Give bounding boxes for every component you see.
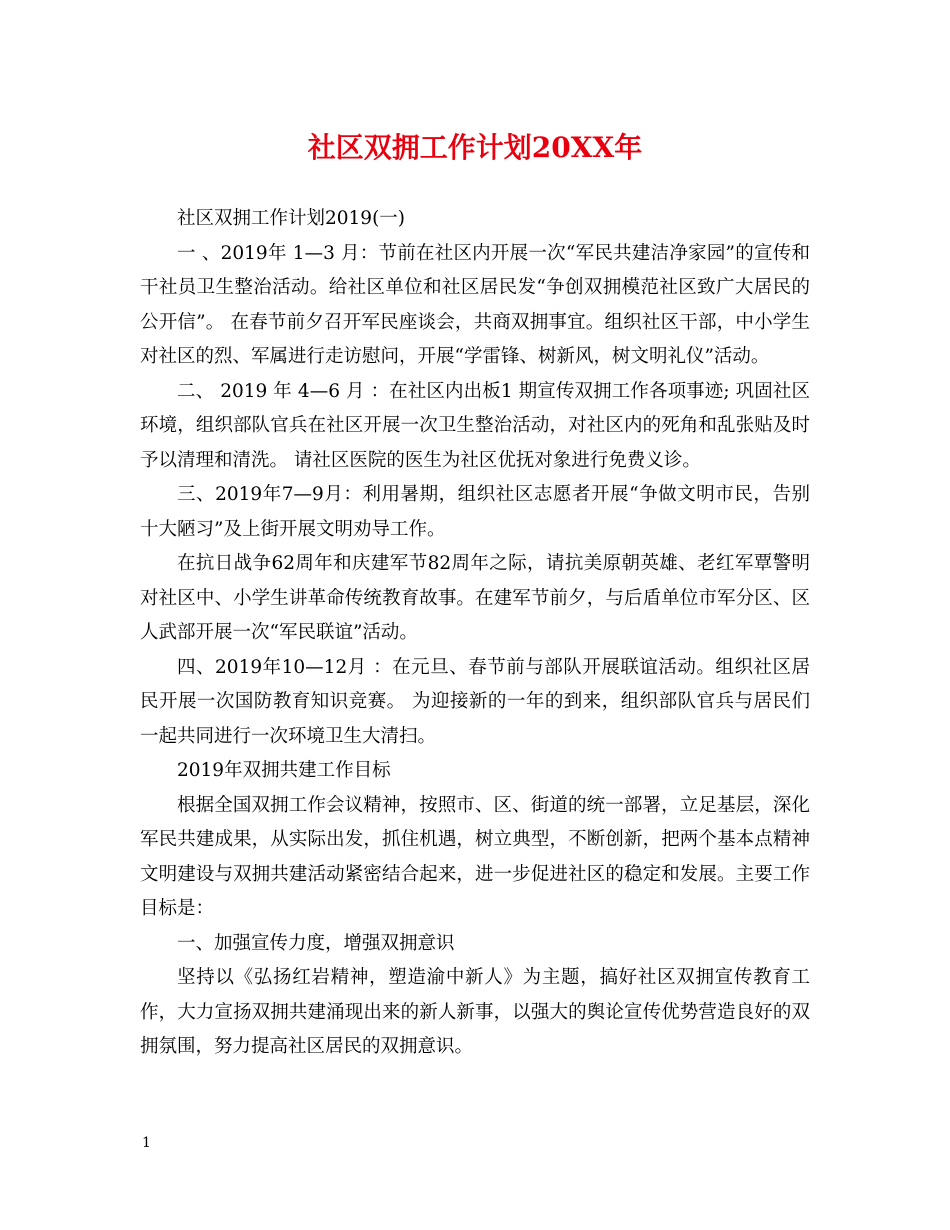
paragraph-goals-intro: 根据全国双拥工作会议精神，按照市、区、街道的统一部署，立足基层，深化军民共建成果，从实际出发，抓住机遇，树立典型，不断创新，把两个基本点精神文明建设与双拥共建活动紧密结合起来，进一步促进社区的稳定和发展。主要工作目标是：: [140, 794, 810, 919]
paragraph-goals-heading: 2019年双拥共建工作目标: [177, 760, 391, 781]
document-body: [140, 202, 810, 1065]
paragraph-plan-heading: 社区双拥工作计划2019(一): [177, 208, 406, 229]
paragraph-q4: 四、2019年10—12月 ：在元旦、春节前与部队开展联谊活动。组织社区居民开展一次国防教育知识竞赛。 为迎接新的一年的到来，组织部队官兵与居民们一起共同进行一次环境卫生大清扫。: [140, 656, 810, 747]
paragraph-q3: 三、2019年7—9月：利用暑期，组织社区志愿者开展“争做文明市民，告别十大陋习”及上街开展文明劝导工作。: [140, 484, 810, 540]
document-title: 社区双拥工作计划20XX年: [307, 131, 643, 164]
paragraph-section-one-heading: 一、加强宣传力度，增强双拥意识: [177, 932, 455, 954]
paragraph-section-one-body: 坚持以《弘扬红岩精神，塑造渝中新人》为主题，搞好社区双拥宣传教育工作，大力宣扬双拥共建涌现出来的新人新事，以强大的舆论宣传优势营造良好的双拥氛围，努力提高社区居民的双拥意识。: [140, 967, 810, 1057]
page-number: 1: [142, 1135, 151, 1151]
paragraph-q2: 二、 2019 年 4—6 月 ：在社区内出板1 期宣传双拥工作各项事迹; 巩固社区环境，组织部队官兵在社区开展一次卫生整治活动，对社区内的死角和乱张贴及时予以清理和清洗。 请社区医院的医生为社区优抚对象进行免费义诊。: [140, 380, 810, 471]
paragraph-anniversary: 在抗日战争62周年和庆建军节82周年之际，请抗美原朝英雄、老红军覃警明对社区中、小学生讲革命传统教育故事。在建军节前夕，与后盾单位市军分区、区人武部开展一次“军民联谊”活动。: [140, 553, 810, 643]
paragraph-q1: 一 、2019年 1—3 月：节前在社区内开展一次“军民共建洁净家园”的宣传和干社员卫生整治活动。给社区单位和社区居民发“争创双拥模范社区致广大居民的公开信”。 在春节前夕召开军民座谈会，共商双拥事宜。组织社区干部，中小学生对社区的烈、军属进行走访慰问，开展“学雷锋、树新风，树文明礼仪”活动。: [140, 242, 810, 367]
